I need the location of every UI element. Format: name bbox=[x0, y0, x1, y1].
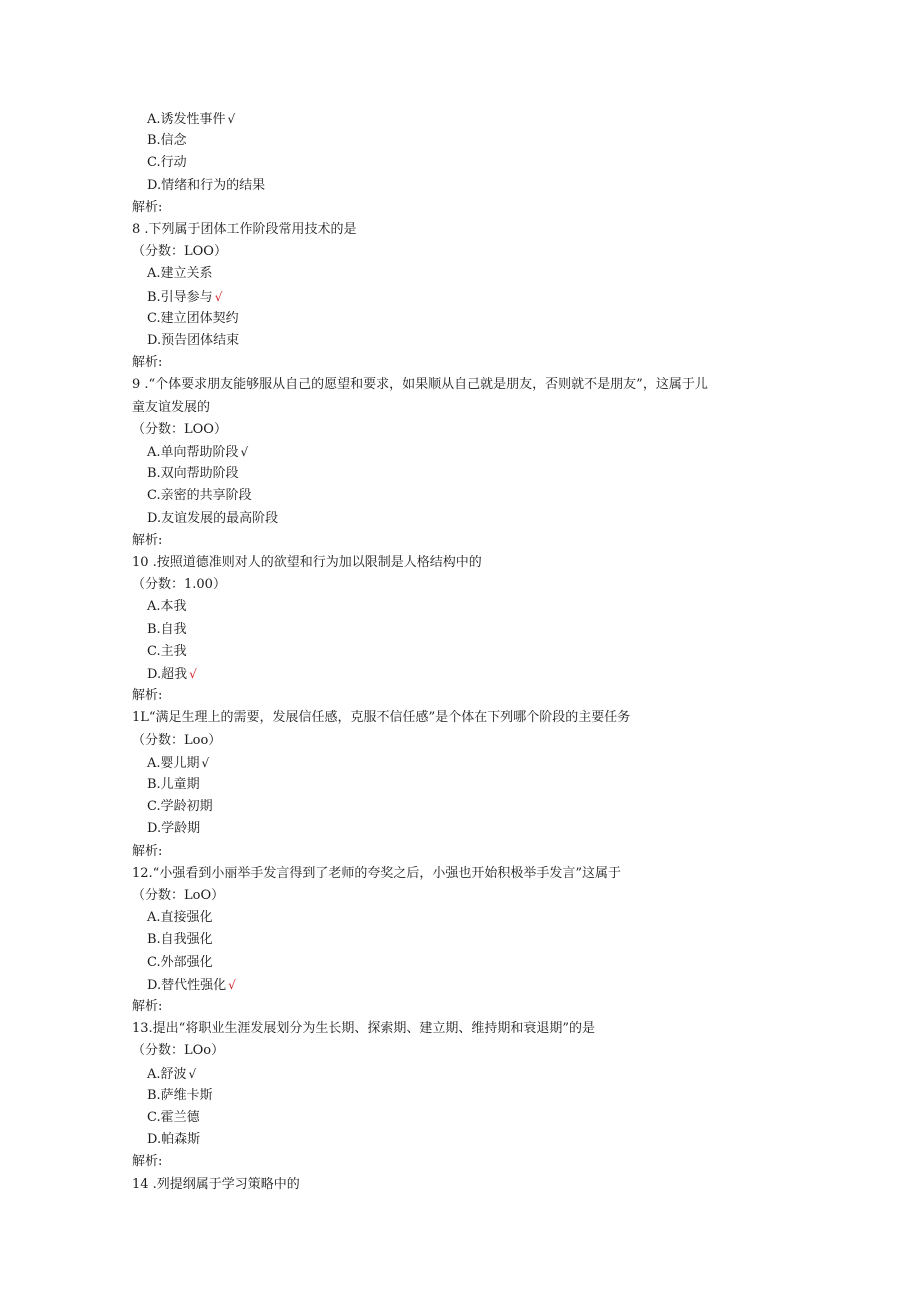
answer-option-text: A.本我 bbox=[147, 599, 187, 615]
answer-option bbox=[147, 266, 213, 282]
question-text-text: 14 .列提纲属于学习策略中的 bbox=[132, 1176, 300, 1192]
score-label bbox=[132, 577, 226, 593]
answer-option-text: D.替代性强化 bbox=[147, 977, 227, 993]
score-label bbox=[132, 888, 224, 904]
answer-option bbox=[147, 599, 187, 615]
answer-option-text: A.婴儿期 bbox=[147, 755, 200, 771]
answer-option bbox=[147, 1110, 200, 1126]
score-label bbox=[132, 422, 227, 438]
answer-option bbox=[147, 178, 265, 194]
answer-option-text: A.单向帮助阶段 bbox=[147, 445, 239, 460]
answer-option-text: D.学龄期 bbox=[147, 821, 201, 837]
question-text-text: 10 .按照道德准则对人的欲望和行为加以限制是人格结构中的 bbox=[132, 555, 482, 570]
score-label bbox=[132, 733, 221, 749]
answer-option bbox=[147, 133, 187, 149]
analysis-label bbox=[132, 688, 162, 704]
answer-option bbox=[147, 466, 239, 482]
answer-option-text: D.情绪和行为的结果 bbox=[147, 177, 266, 193]
answer-option-text: B.双向帮助阶段 bbox=[147, 466, 239, 482]
answer-option-text: C.亲密的共享阶段 bbox=[147, 488, 252, 504]
answer-option bbox=[147, 488, 252, 504]
analysis-label bbox=[132, 844, 162, 860]
answer-option-text: C.主我 bbox=[147, 643, 187, 659]
answer-option-text: D.预告团体结束 bbox=[147, 333, 240, 348]
answer-option-text: A.诱发性事件 bbox=[147, 112, 226, 127]
analysis-label bbox=[132, 200, 162, 216]
answer-option bbox=[147, 1088, 213, 1104]
score-label bbox=[132, 1043, 224, 1059]
checkmark-icon: √ bbox=[240, 445, 249, 459]
answer-option bbox=[147, 311, 239, 327]
answer-option-text: C.建立团体契约 bbox=[147, 310, 239, 326]
question-text bbox=[132, 222, 357, 238]
answer-option bbox=[147, 1066, 196, 1083]
answer-option-text: B.信念 bbox=[147, 133, 187, 149]
question-text bbox=[132, 555, 482, 571]
answer-option-text: B.自我强化 bbox=[147, 932, 213, 948]
answer-option-text: D.超我 bbox=[147, 667, 188, 682]
answer-option-text: B.自我 bbox=[147, 621, 187, 637]
score-label-text: （分数：Loo） bbox=[132, 732, 222, 748]
question-text-text: 13.提出“将职业生涯发展划分为生长期、探索期、建立期、维持期和衰退期”的是 bbox=[132, 1021, 595, 1037]
analysis-label-text: 解析: bbox=[132, 1154, 163, 1170]
answer-option-text: B.引导参与 bbox=[147, 289, 213, 305]
analysis-label bbox=[132, 355, 162, 371]
analysis-label-text: 解析: bbox=[132, 843, 163, 859]
answer-option bbox=[147, 1132, 200, 1148]
answer-option bbox=[147, 666, 197, 683]
analysis-label bbox=[132, 533, 162, 549]
analysis-label-text: 解析: bbox=[132, 532, 163, 548]
answer-option bbox=[147, 511, 278, 527]
answer-option-text: A.舒波 bbox=[147, 1066, 187, 1082]
answer-option bbox=[147, 821, 200, 837]
score-label-text: （分数：LoO） bbox=[132, 888, 225, 903]
answer-option-text: D.帕森斯 bbox=[147, 1132, 201, 1148]
question-text bbox=[132, 710, 630, 726]
checkmark-icon: √ bbox=[188, 1066, 197, 1081]
score-label-text: （分数：LOO） bbox=[132, 421, 227, 437]
question-text-text: 8 .下列属于团体工作阶段常用技术的是 bbox=[132, 222, 357, 237]
answer-option bbox=[147, 644, 187, 660]
checkmark-icon: √ bbox=[214, 289, 223, 304]
question-text bbox=[132, 1021, 595, 1037]
answer-option bbox=[147, 799, 213, 815]
question-text-text: 12.“小强看到小丽举手发言得到了老师的夸奖之后，小强也开始积极举手发言”这属于 bbox=[132, 865, 621, 881]
answer-option bbox=[147, 155, 187, 171]
question-text bbox=[132, 400, 210, 416]
answer-option-text: B.萨维卡斯 bbox=[147, 1087, 213, 1103]
answer-option bbox=[147, 755, 209, 772]
answer-option bbox=[147, 955, 213, 971]
answer-option-text: C.学龄初期 bbox=[147, 799, 213, 815]
answer-option bbox=[147, 333, 239, 349]
question-text-text: 童友谊发展的 bbox=[132, 399, 211, 415]
checkmark-icon: √ bbox=[228, 977, 236, 992]
answer-option bbox=[147, 910, 213, 926]
checkmark-icon: √ bbox=[189, 667, 197, 681]
question-text bbox=[132, 866, 621, 882]
answer-option-text: C.外部强化 bbox=[147, 954, 213, 970]
analysis-label-text: 解析: bbox=[132, 199, 163, 215]
question-text bbox=[132, 377, 708, 393]
answer-option bbox=[147, 444, 248, 461]
answer-option-text: A.建立关系 bbox=[147, 266, 213, 282]
answer-option bbox=[147, 977, 236, 994]
answer-option-text: B.儿童期 bbox=[147, 777, 200, 792]
question-text bbox=[132, 1177, 300, 1193]
answer-option-text: D.友谊发展的最高阶段 bbox=[147, 510, 279, 526]
question-text-text: 9 .“个体要求朋友能够服从自己的愿望和要求，如果顺从自己就是朋友，否则就不是朋友”，这属于儿 bbox=[132, 377, 708, 393]
answer-option bbox=[147, 622, 187, 638]
score-label-text: （分数：LOo） bbox=[132, 1043, 225, 1059]
checkmark-icon: √ bbox=[227, 112, 236, 126]
analysis-label-text: 解析: bbox=[132, 999, 163, 1014]
question-text-text: 1L“满足生理上的需要，发展信任感，克服不信任感”是个体在下列哪个阶段的主要任务 bbox=[132, 710, 631, 726]
analysis-label-text: 解析: bbox=[132, 355, 163, 371]
answer-option-text: A.直接强化 bbox=[147, 910, 213, 926]
answer-option-text: C.行动 bbox=[147, 155, 187, 171]
answer-option bbox=[147, 289, 222, 306]
checkmark-icon: √ bbox=[201, 755, 210, 770]
answer-option bbox=[147, 111, 235, 128]
answer-option bbox=[147, 932, 213, 948]
analysis-label bbox=[132, 999, 162, 1015]
answer-option-text: C.霍兰德 bbox=[147, 1110, 200, 1125]
score-label-text: （分数：1.00） bbox=[132, 577, 226, 593]
analysis-label bbox=[132, 1154, 162, 1170]
answer-option bbox=[147, 777, 200, 793]
score-label-text: （分数：LOO） bbox=[132, 244, 227, 260]
score-label bbox=[132, 244, 227, 260]
analysis-label-text: 解析: bbox=[132, 688, 163, 704]
